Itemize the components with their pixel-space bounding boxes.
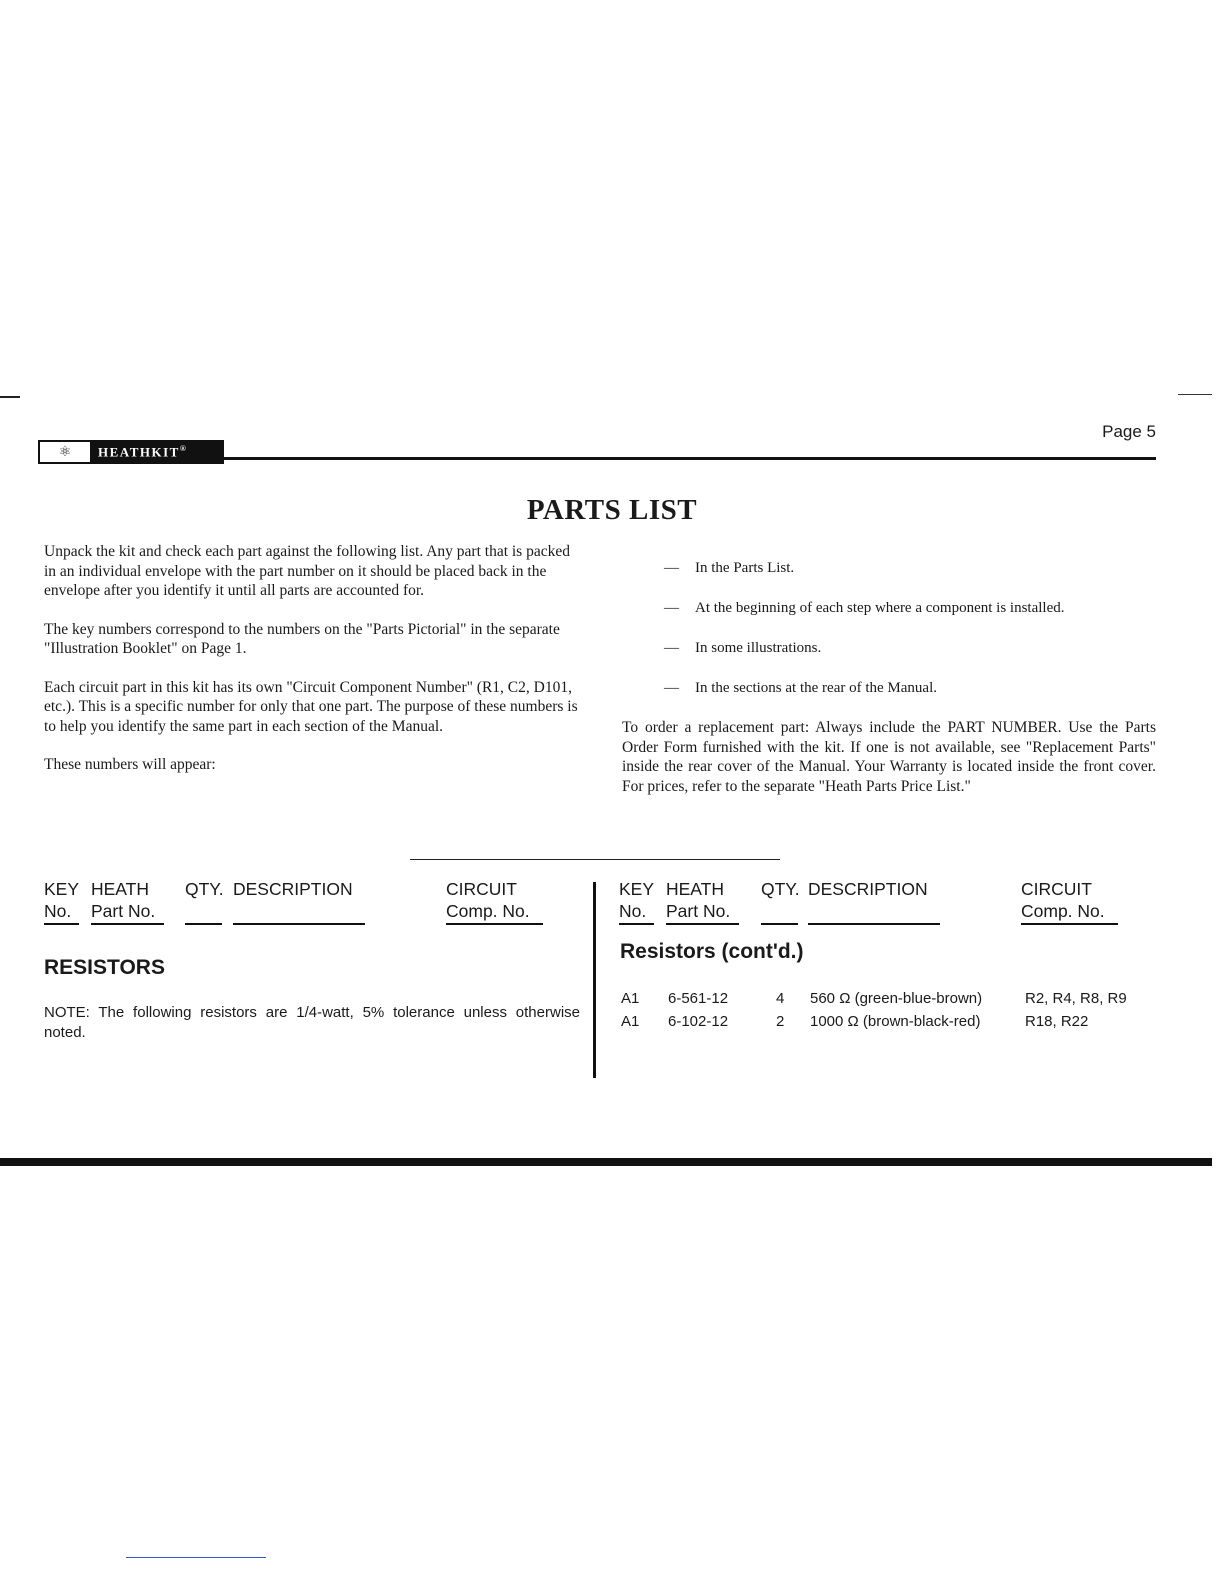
cell-key: A1: [621, 990, 640, 1007]
underline: [91, 923, 164, 925]
crop-mark-right: [1178, 394, 1212, 395]
underline: [761, 923, 798, 925]
page-title: PARTS LIST: [526, 494, 698, 526]
header-rule: [224, 457, 1156, 460]
intro-paragraph: These numbers will appear:: [44, 756, 216, 773]
header-heath: HEATH: [91, 879, 150, 899]
resistor-note: NOTE: The following resistors are 1/4-watt, 5% tolerance unless otherwise noted.: [44, 1004, 580, 1041]
underline: [619, 923, 654, 925]
header-key: KEY: [44, 879, 80, 899]
bottom-rule: [0, 1158, 1212, 1166]
table-header-right: [619, 878, 1159, 928]
atom-logo-icon: ⚛: [40, 442, 92, 462]
underline: [1021, 923, 1118, 925]
cell-circuit: R18, R22: [1025, 1013, 1089, 1030]
header-circuit-sub: Comp. No.: [1021, 901, 1105, 921]
header-description: DESCRIPTION: [808, 879, 928, 899]
list-item: — In the Parts List.: [664, 560, 795, 576]
header-heath: HEATH: [666, 879, 725, 899]
underline: [808, 923, 940, 925]
cell-qty: 4: [776, 990, 785, 1007]
underline: [446, 923, 543, 925]
cell-description: 1000 Ω (brown-black-red): [810, 1013, 981, 1030]
intro-paragraph: Each circuit part in this kit has its own "Circuit Component Number" (R1, C2, D101, etc.). This is a specific number for only that one part. The purpose of these numbers is to help you identify the same part in each section of the Manual.: [44, 678, 578, 735]
list-item: — In the sections at the rear of the Manual.: [664, 680, 937, 696]
cell-key: A1: [621, 1013, 640, 1030]
header-key-sub: No.: [44, 901, 72, 921]
header-circuit: CIRCUIT: [1021, 879, 1092, 899]
section-title-resistors: RESISTORS: [44, 956, 165, 979]
section-title-resistors-contd: Resistors (cont'd.): [620, 940, 804, 963]
underline: [233, 923, 365, 925]
cell-part: 6-561-12: [668, 990, 729, 1007]
appearance-list: [664, 560, 1164, 720]
cell-circuit: R2, R4, R8, R9: [1025, 990, 1127, 1007]
table-row: [621, 990, 1161, 1010]
list-item: — At the beginning of each step where a component is installed.: [664, 600, 1065, 616]
page-number: Page 5: [1102, 422, 1156, 441]
header-circuit-sub: Comp. No.: [446, 901, 530, 921]
intro-paragraph: The key numbers correspond to the numbers on the "Parts Pictorial" in the separate "Illustration Booklet" on Page 1.: [44, 620, 560, 657]
intro-paragraph: Unpack the kit and check each part against the following list. Any part that is packed in an individual envelope with the part number on it should be placed back in the envelope after you identify it until all parts are accounted for.: [44, 543, 570, 599]
section-divider: [410, 859, 780, 860]
column-divider: [593, 882, 596, 1078]
heathkit-logo: [38, 440, 224, 464]
header-heath-sub: Part No.: [91, 901, 156, 921]
header-key: KEY: [619, 879, 655, 899]
cell-part: 6-102-12: [668, 1013, 729, 1030]
header-qty: QTY.: [761, 879, 800, 899]
order-instructions: To order a replacement part: Always include the PART NUMBER. Use the Parts Order Form furnished with the kit. If one is not available, see "Replacement Parts" inside the rear cover of the Manual. Your Warranty is located inside the front cover. For prices, refer to the separate "Heath Parts Price List.": [622, 719, 1156, 795]
cell-qty: 2: [776, 1013, 785, 1030]
underline: [44, 923, 79, 925]
table-header-left: [44, 878, 584, 928]
crop-mark-left: [0, 396, 20, 398]
header-qty: QTY.: [185, 879, 224, 899]
cell-description: 560 Ω (green-blue-brown): [810, 990, 983, 1007]
header-heath-sub: Part No.: [666, 901, 731, 921]
header-description: DESCRIPTION: [233, 879, 353, 899]
underline: [666, 923, 739, 925]
table-row: [621, 1013, 1161, 1033]
list-item: — In some illustrations.: [664, 640, 822, 656]
logo-wordmark: HEATHKIT®: [98, 443, 188, 460]
underline: [185, 923, 222, 925]
intro-left-column: [44, 542, 578, 794]
header-circuit: CIRCUIT: [446, 879, 517, 899]
footer-rule: [126, 1557, 266, 1558]
header-key-sub: No.: [619, 901, 647, 921]
